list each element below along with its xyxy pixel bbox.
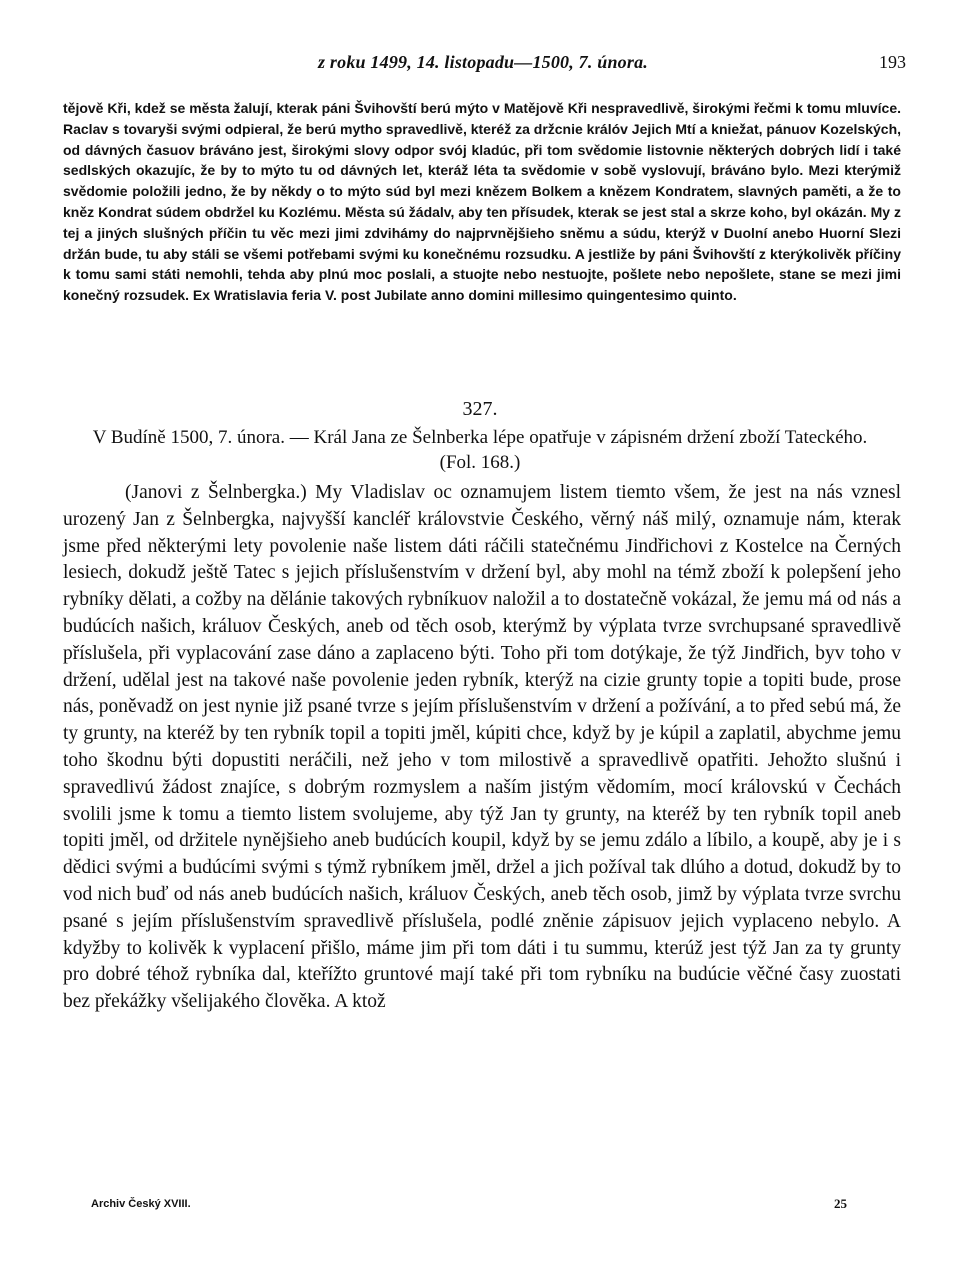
previous-document-text: tějově Kři, kdež se města žalují, kterak páni Švihovští berú mýto v Matějově Kři nespravedlivě, širokými řečmi k tomu mluvíce. Raclav s tovaryši svými odpieral, že berú mytho spravedlivě, kteréž za držcnie králóv Jejich Mtí a kniežat, pánuov Kozelských, od dávných časuov bráváno jest, širokými slovy odpor svój kladúc, při tom svědomie listovnie některých dobrých lidí i také sedlských okazujíc, že by to mýto tu od dávných let, kteráž léta ta svědomie v sobě vyslovují, bráváno bylo. Mezi kterýmiž svědomie položili jedno, že by někdy o to mýto súd byl mezi knězem Bolkem a knězem Kondratem, slavných paměti, a že to kněz Kondrat súdem obdržel ku Kozlému. Města sú žádalv, aby ten přísudek, kterak se jest stal a skrze koho, byl okázán. My z tej a jiných slušných příčin tu věc mezi jimi zdvihámy do najprvnějšieho sněmu a súdu, kterýž v Duolní anebo Huorní Slezi držán bude, tu aby stáli se všemi potřebami svými ku konečnému rozsudku. A jestliže by páni Švihovští z kterýkolivěk příčiny k tomu sami státi nemohli, tehda aby plnú moc poslali, a stuojte nebo nestuojte, pošlete nebo nepošlete, stane se mezi jimi konečný rozsudek. Ex Wratislavia feria V. post Jubilate anno domini millesimo quingentesimo quinto. [63,100,902,304]
page-header [60,52,906,76]
document-heading: V Budíně 1500, 7. února. — Král Jana ze Šelnberka lépe opatřuje v zápisném držení zboží Tateckého. (Fol. 168.) [92,427,868,473]
document-body: (Janovi z Šelnbergka.) My Vladislav oc oznamujem listem tiemto všem, že jest na nás vznesl urozený Jan z Šelnbergka, najvyšší kancléř královstvie Českého, věrný náš milý, oznamuje nám, kterak jsme před některými lety povolenie naše listem dáti ráčili statečnému Jindřichovi z Kostelce na Černých lesiech, dokudž ještě Tatec s jejich příslušenstvím v držení byl, aby mohl na témž zboží k polepšení jeho rybníky dělati, a cožby na dělánie takových rybníkuov naložil a to dostatečně vokázal, že jemu má od nás a budúcích našich, králuov Českých, aneb od těch osob, kterýmž by výplata tvrze svrchupsané spravedlivě příslušela, při vyplacování zase dáno a zaplaceno býti. Toho při tom dotýkaje, že týž Jindřich, byv toho v držení, udělal jest na takové naše povolenie jeden rybník, kterýž na cizie grunty topie a topiti bude, prose nás, poněvadž on jest nynie již psané tvrze s jejím příslušenstvím v držení a požívání, a to před sebú má, že ty grunty, na kteréž by ten rybník topil a topiti jměl, kúpiti chce, když by je kúpil a zaplatil, abychme jemu toho škodnu býti dopustiti neráčili, než jeho v tom milostivě a spravedlivě opatřiti. Jehožto slušnú i spravedlivú žádost znajíce, s dobrým rozmyslem a naším jistým vědomím, mocí královskú v Čechách svolili jsme k tomu a tiemto listem svolujeme, aby týž Jan ty grunty, na kteréž by ten rybník topil aneb topiti jměl, od držitele nynějšieho aneb budúcích koupil, když by se jemu zdálo a líbilo, a koupě, aby je i s dědici svými a budúcími svými s týmž rybníkem jměl, držel a jich požíval tak dlúho a dotud, dokudž by to vod nich buď od nás aneb budúcích našich, králuov Českých, aneb těch osob, jimž by výplata tvrze svrchu psané s jejím příslušenstvím spravedlivě příslušela, podlé zněnie zápisuov jejich vyplaceno nebylo. A kdyžby to kolivěk k vyplacení přišlo, máme jim při tom dáti i tu summu, kterúž jest týž Jan za ty grunty pro dobré téhož rybníka dal, kteřížto gruntové mají také při tom rybníku na budúcie věčné časy zuostati bez překážky všelijakého člověka. A ktož [63,482,901,1013]
page-footer [63,1198,847,1216]
page-number: 193 [879,52,906,72]
signature-mark: Archiv Český XVIII. [91,1198,191,1210]
running-title: z roku 1499, 14. listopadu—1500, 7. února. [318,52,648,72]
sheet-number: 25 [834,1196,847,1211]
document-number: 327. [462,398,498,420]
